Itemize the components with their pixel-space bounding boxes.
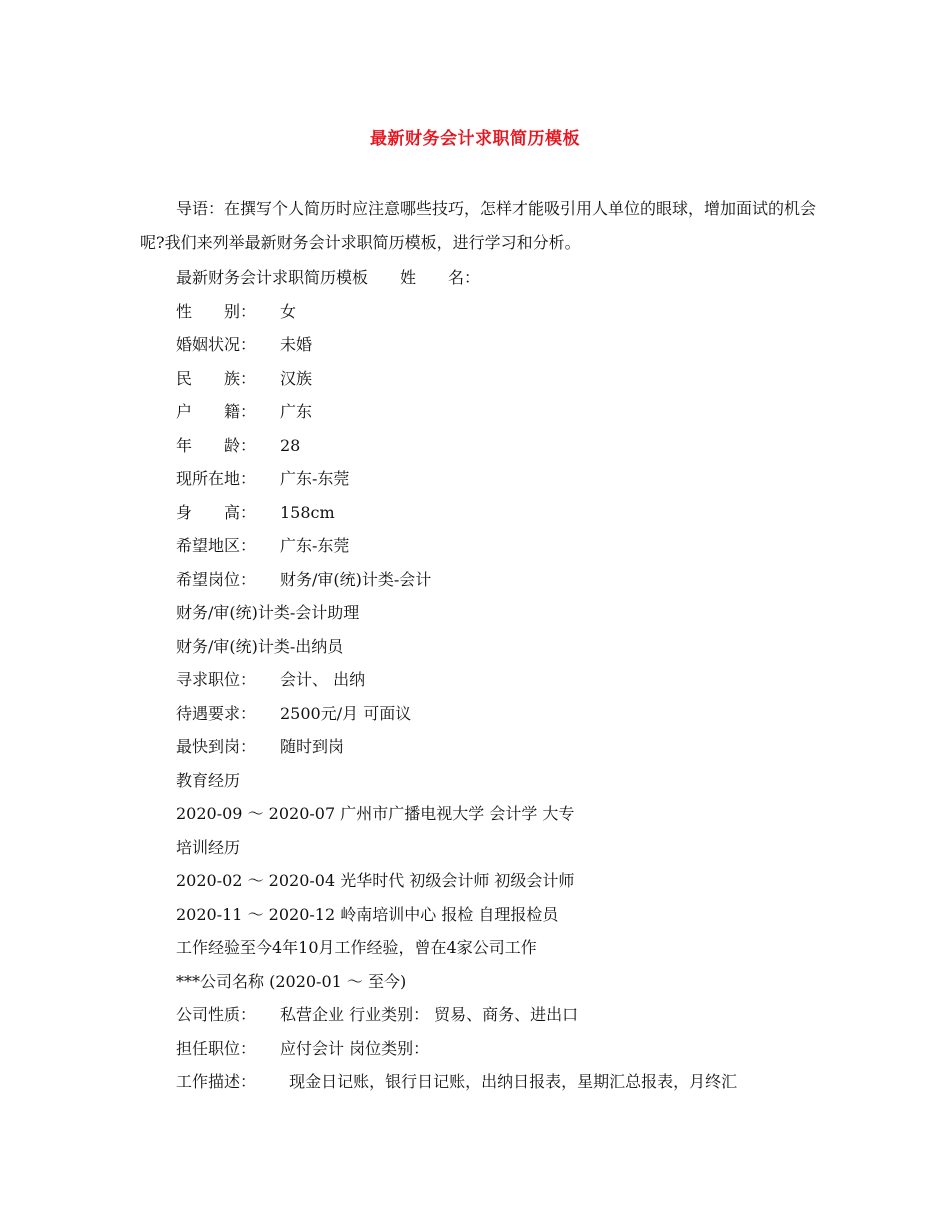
training-entry <box>176 898 836 932</box>
field-label: 工作描述： <box>176 1072 257 1091</box>
resume-lines <box>176 261 836 1099</box>
field-value: 广东-东莞 <box>280 536 350 555</box>
field-label: 民 族： <box>176 368 257 388</box>
resume-line <box>176 1032 836 1066</box>
field-value: 随时到岗 <box>280 737 345 756</box>
resume-line <box>176 529 836 563</box>
document-title: 最新财务会计求职简历模板 <box>370 129 580 149</box>
field-label: 待遇要求： <box>176 703 257 723</box>
field-label: 寻求职位： <box>176 670 257 689</box>
field-value: 广东-东莞 <box>280 469 350 488</box>
resume-line <box>176 496 836 530</box>
resume-line <box>176 563 836 597</box>
field-value: 未婚 <box>280 335 313 354</box>
line-text: 培训经历 <box>176 837 241 857</box>
company-entry <box>176 965 836 999</box>
field-value: 广东 <box>280 402 313 421</box>
resume-line <box>176 362 836 396</box>
field-label: 担任职位： <box>176 1038 257 1058</box>
field-label: 年 龄： <box>176 435 257 455</box>
field-value: 应付会计 岗位类别： <box>280 1038 430 1058</box>
line-text: 2020-02 ～ 2020-04 光华时代 初级会计师 初级会计师 <box>176 871 575 890</box>
line-text: 2020-11 ～ 2020-12 岭南培训中心 报检 自理报检员 <box>176 904 559 924</box>
resume-line <box>176 697 836 731</box>
field-label: 希望岗位： <box>176 569 257 589</box>
line-text: 工作经验至今4年10月工作经验，曾在4家公司工作 <box>176 938 537 957</box>
resume-line <box>176 261 836 295</box>
field-label: 现所在地： <box>176 469 257 488</box>
intro-paragraph: 导语：在撰写个人简历时应注意哪些技巧，怎样才能吸引用人单位的眼球，增加面试的机会呢?我们来列举最新财务会计求职简历模板，进行学习和分析。 <box>140 199 817 252</box>
resume-line <box>176 429 836 463</box>
field-value: 会计、 出纳 <box>280 670 366 689</box>
line-text: 2020-09 ～ 2020-07 广州市广播电视大学 会计学 大专 <box>176 804 575 823</box>
line-text: 教育经历 <box>176 770 241 790</box>
line-text: 最新财务会计求职简历模板 姓 名： <box>176 268 481 287</box>
field-label: 希望地区： <box>176 536 257 555</box>
resume-line <box>176 462 836 496</box>
section-heading-education <box>176 764 836 798</box>
field-label: 最快到岗： <box>176 737 257 756</box>
field-label: 户 籍： <box>176 402 257 421</box>
work-experience-summary <box>176 931 836 965</box>
field-label: 婚姻状况： <box>176 335 257 354</box>
field-label: 性 别： <box>176 301 257 321</box>
education-entry <box>176 797 836 831</box>
resume-line <box>176 730 836 764</box>
field-value: 私营企业 行业类别： 贸易、商务、进出口 <box>280 1005 579 1024</box>
resume-line <box>176 596 836 630</box>
field-label: 公司性质： <box>176 1005 257 1024</box>
field-label: 身 高： <box>176 502 257 522</box>
resume-line <box>176 998 836 1032</box>
field-value: 汉族 <box>280 368 313 388</box>
field-value: 财务/审(统)计类-会计 <box>280 569 432 589</box>
resume-line <box>176 1065 836 1099</box>
resume-line <box>176 630 836 664</box>
field-value: 2500元/月 可面议 <box>280 703 412 723</box>
section-heading-training <box>176 831 836 865</box>
line-text: 财务/审(统)计类-会计助理 <box>176 603 360 622</box>
line-text: ***公司名称 (2020-01 ～ 至今) <box>176 971 407 991</box>
field-value: 现金日记账，银行日记账，出纳日报表，星期汇总报表，月终汇 <box>284 1072 738 1091</box>
line-text: 财务/审(统)计类-出纳员 <box>176 636 344 656</box>
resume-line <box>176 395 836 429</box>
resume-line <box>176 328 836 362</box>
resume-line <box>176 663 836 697</box>
resume-line <box>176 295 836 329</box>
field-value: 158cm <box>280 502 335 522</box>
field-value: 28 <box>280 435 301 455</box>
training-entry <box>176 864 836 898</box>
field-value: 女 <box>280 301 297 321</box>
